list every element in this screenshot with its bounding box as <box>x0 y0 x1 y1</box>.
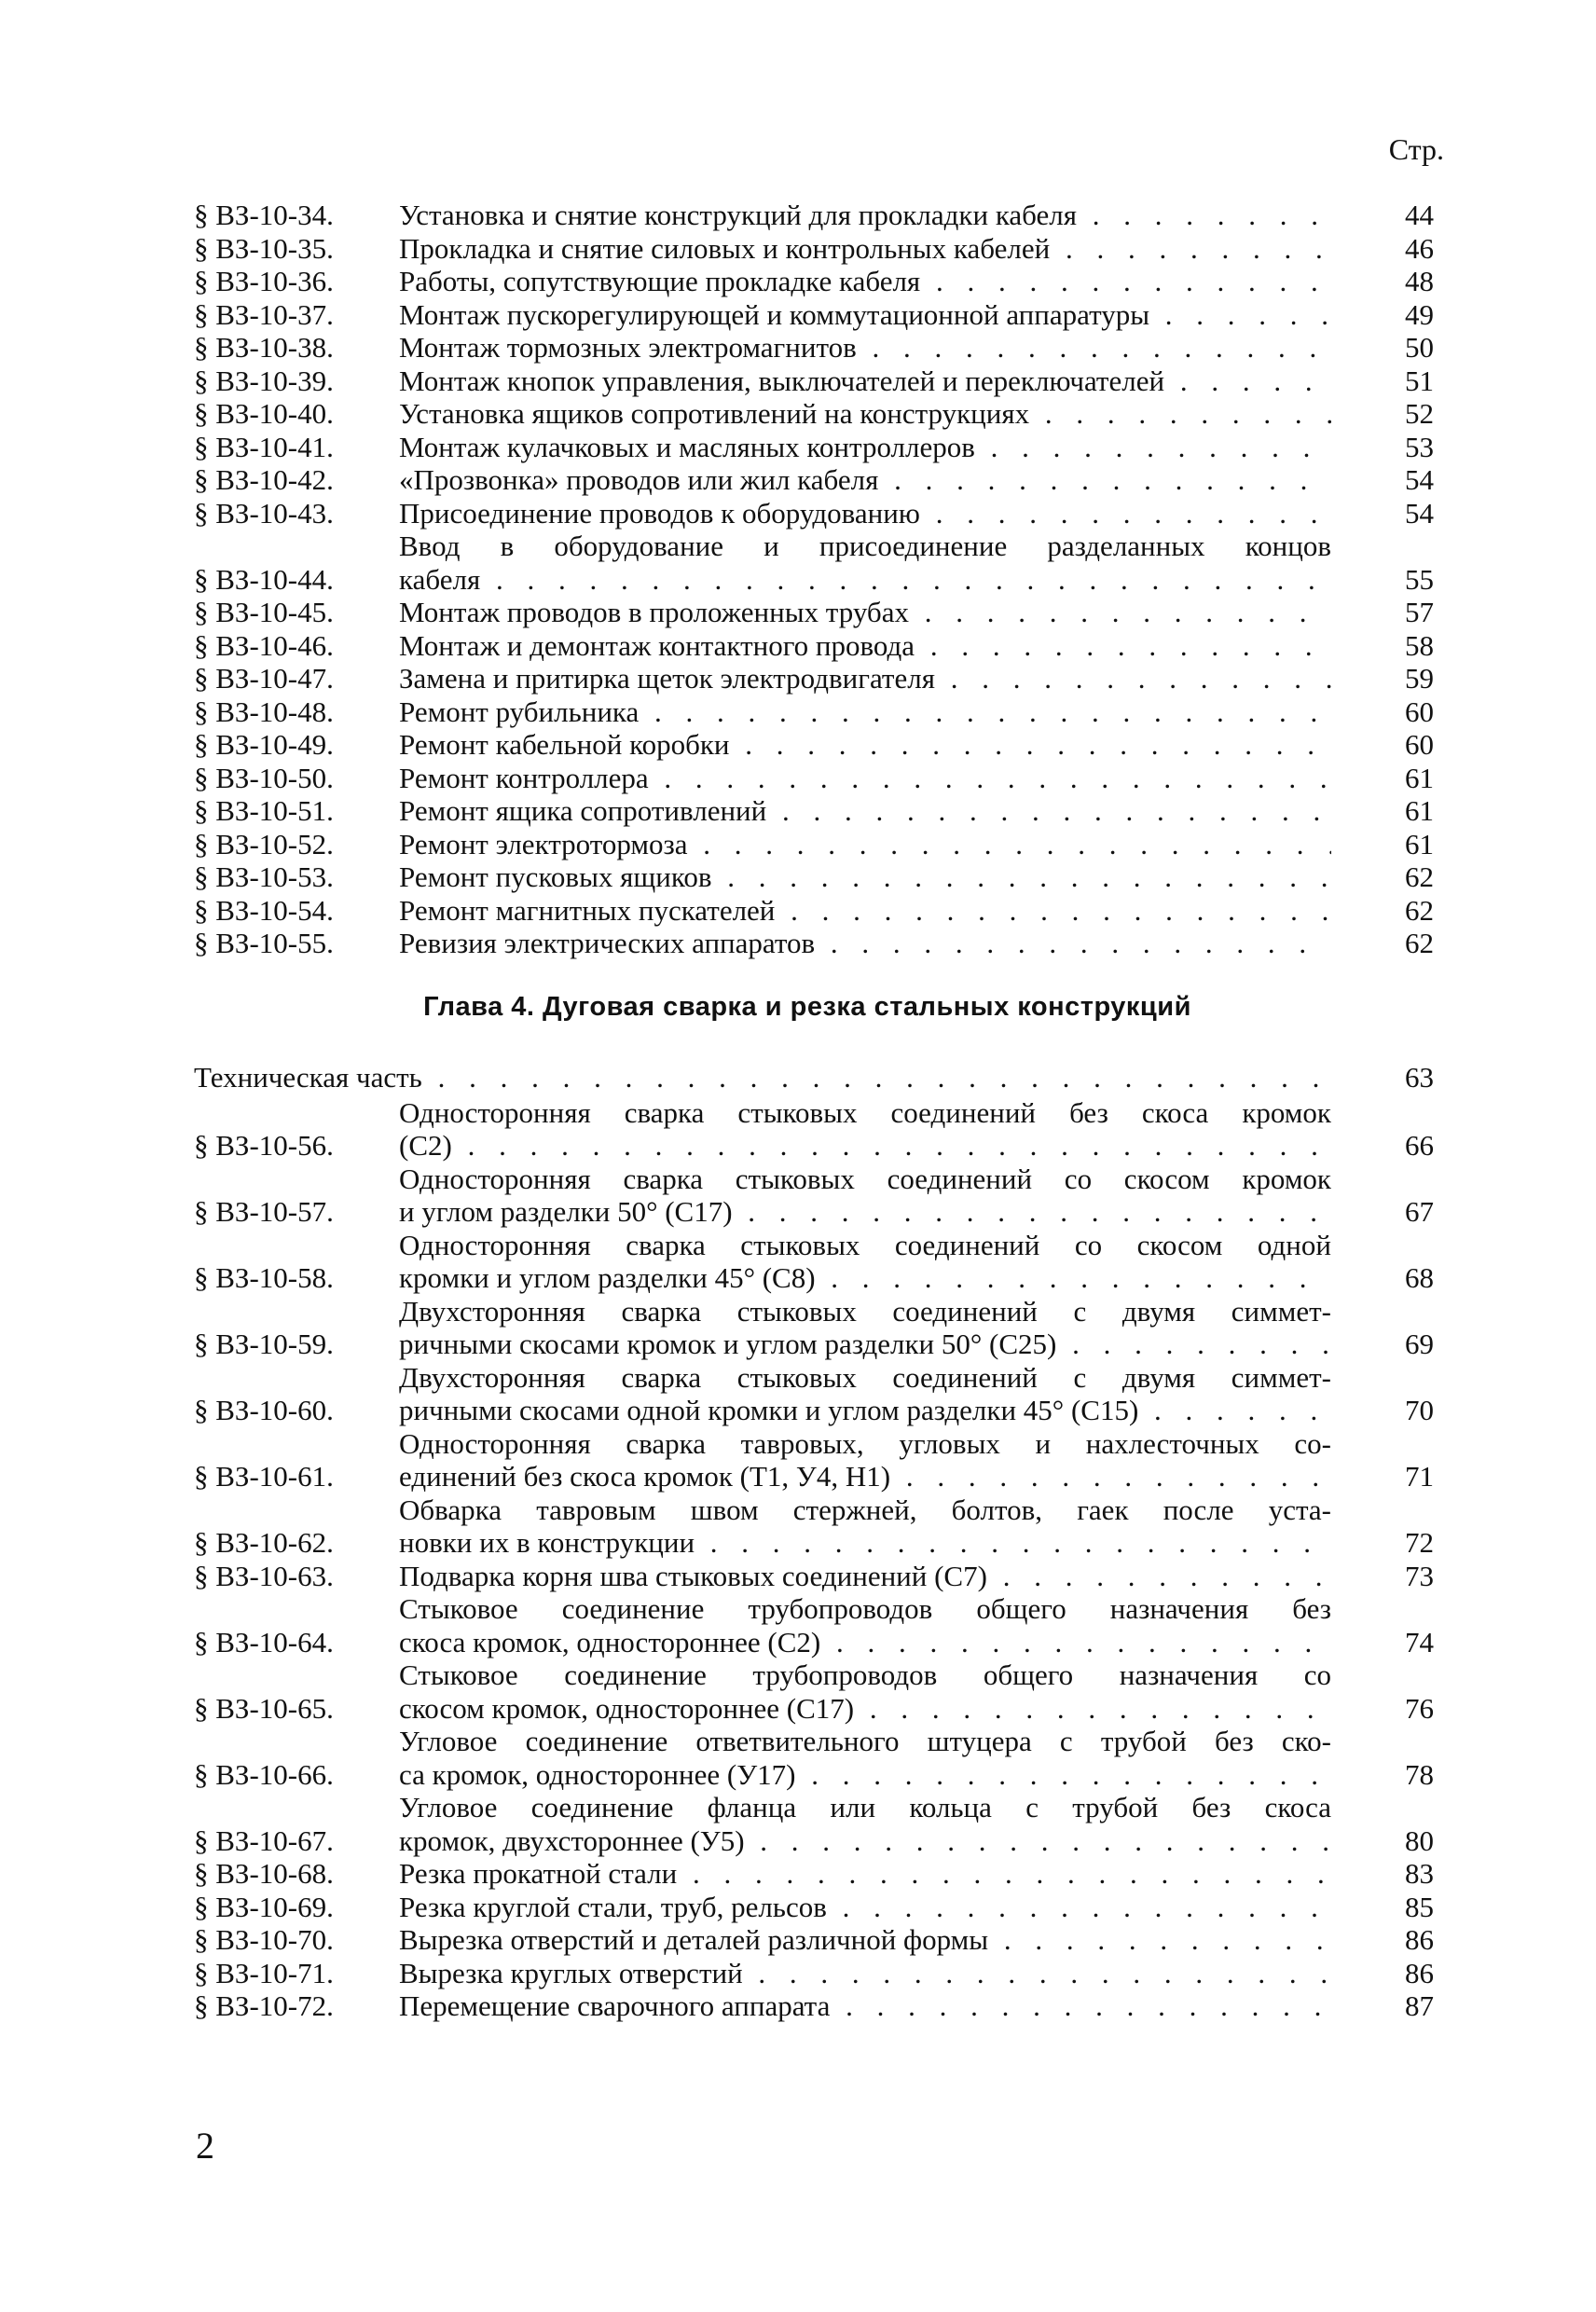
toc-entry-title <box>399 629 1331 663</box>
toc-entry-code: § ВЗ-10-64. <box>194 1625 334 1658</box>
toc-entry <box>194 629 1434 663</box>
toc-entry-title-line: Прокладка и снятие силовых и контрольных кабелей . . . <box>399 232 1331 266</box>
toc-entry-title-line: Резка прокатной стали . . . <box>399 1857 1331 1891</box>
toc-entry-title-line: Работы, сопутствующие прокладке кабеля . . . <box>399 265 1331 298</box>
toc-entry-code: § ВЗ-10-72. <box>194 1989 334 2022</box>
toc-entry <box>194 894 1434 928</box>
toc-entry-title-line: Ввод в оборудование и присоединение разделанных концов <box>399 530 1331 562</box>
toc-entry-code: § ВЗ-10-35. <box>194 231 334 265</box>
toc-entry-code: § ВЗ-10-53. <box>194 860 334 893</box>
toc-entry-title <box>399 695 1331 729</box>
toc-entry-page: 51 <box>1405 364 1434 397</box>
toc-entry-title-line: (С2) . . . <box>399 1129 1331 1163</box>
toc-entry-title: Техническая часть . . . <box>194 1061 1331 1094</box>
toc-entry-title-line: Замена и притирка щеток электродвигателя . . . <box>399 662 1331 695</box>
toc-entry-page: 44 <box>1405 199 1434 231</box>
toc-entry-page: 87 <box>1405 1989 1434 2022</box>
toc-entry-page: 86 <box>1405 1923 1434 1956</box>
toc-entry-title-line: «Прозвонка» проводов или жил кабеля . . . <box>399 463 1331 497</box>
toc-entry-page: 60 <box>1405 695 1434 728</box>
toc-entry-page: 71 <box>1405 1460 1434 1493</box>
toc-entry-page: 62 <box>1405 860 1434 893</box>
toc-entry-title-line: ричными скосами одной кромки и углом разделки 45° (С15) . . . <box>399 1394 1331 1427</box>
toc-entry-title <box>399 1857 1331 1891</box>
toc-entry-title-line: Ремонт рубильника . . . <box>399 695 1331 729</box>
toc-entry-code: § ВЗ-10-37. <box>194 297 334 331</box>
page-column-label: Стр. <box>1388 132 1444 166</box>
toc-entry-code: § ВЗ-10-57. <box>194 1195 334 1228</box>
toc-entry-title-line: Установка и снятие конструкций для прокладки кабеля . . . <box>399 199 1331 232</box>
toc-entry-title-line: Двухсторонняя сварка стыковых соединений с двумя симмет- <box>399 1294 1331 1328</box>
toc-entry <box>194 695 1434 729</box>
toc-entry-title <box>399 1891 1331 1924</box>
toc-entry-page: 62 <box>1405 927 1434 959</box>
toc-entry-title-line: Угловое соединение ответвительного штуцера с трубой без ско- <box>399 1725 1331 1757</box>
toc-entry-title-line: кабеля . . . <box>399 563 1331 597</box>
toc-entry-page: 70 <box>1405 1394 1434 1426</box>
toc-entry-code: § ВЗ-10-66. <box>194 1757 334 1791</box>
toc-entry-page: 72 <box>1405 1526 1434 1559</box>
toc-entry-title <box>399 232 1331 266</box>
toc-entry-code: § ВЗ-10-34. <box>194 199 334 231</box>
toc-entry-page: 54 <box>1405 496 1434 530</box>
toc-entry-page: 67 <box>1405 1195 1434 1228</box>
toc-entry-title-line: скосом кромок, одностороннее (С17) . . . <box>399 1692 1331 1726</box>
toc-entry-title <box>399 265 1331 298</box>
toc-entry <box>194 1163 1434 1229</box>
toc-entry-page: 49 <box>1405 297 1434 331</box>
toc-entry-code: § ВЗ-10-65. <box>194 1691 334 1725</box>
toc-entry-title <box>399 860 1331 894</box>
toc-entry-code: § ВЗ-10-49. <box>194 728 334 761</box>
toc-entry-code: § ВЗ-10-68. <box>194 1857 334 1890</box>
toc-entry <box>194 431 1434 464</box>
toc-entry <box>194 463 1434 497</box>
toc-entry-title <box>399 1229 1331 1295</box>
toc-entry-title <box>399 530 1331 596</box>
toc-entry-title <box>399 1096 1331 1163</box>
toc-entry-page: 61 <box>1405 827 1434 860</box>
toc-entry <box>194 1493 1434 1560</box>
toc-entry-title-line: ричными скосами кромок и углом разделки 50° (С25) . . . <box>399 1328 1331 1361</box>
toc-entry <box>194 1989 1434 2023</box>
toc-entry-code: § ВЗ-10-71. <box>194 1956 334 1989</box>
toc-entry-title-line: Ремонт пусковых ящиков . . . <box>399 860 1331 894</box>
toc-entry-title <box>399 1295 1331 1361</box>
toc-entry-code: § ВЗ-10-62. <box>194 1526 334 1559</box>
toc-section-chapter-4 <box>194 1061 1434 2023</box>
toc-entry-code: § ВЗ-10-67. <box>194 1823 334 1857</box>
toc-entry-title-line: Обварка тавровым швом стержней, болтов, гаек после уста- <box>399 1493 1331 1526</box>
toc-entry <box>194 530 1434 596</box>
toc-entry-title-line: Перемещение сварочного аппарата . . . <box>399 1989 1331 2023</box>
toc-entry-title-line: Угловое соединение фланца или кольца с трубой без скоса <box>399 1791 1331 1823</box>
toc-entry-title-line: Двухсторонняя сварка стыковых соединений с двумя симмет- <box>399 1360 1331 1394</box>
toc-entry-title-line: Монтаж тормозных электромагнитов . . . <box>399 331 1331 365</box>
toc-entry-title <box>399 794 1331 828</box>
toc-entry-page: 55 <box>1405 562 1434 596</box>
toc-entry <box>194 1791 1434 1857</box>
toc-entry <box>194 1427 1434 1493</box>
toc-entry-title-line: Подварка корня шва стыковых соединений (С7) . . . <box>399 1560 1331 1593</box>
toc-entry-code: § ВЗ-10-69. <box>194 1890 334 1923</box>
toc-entry-code: § ВЗ-10-63. <box>194 1559 334 1592</box>
toc-entry-title <box>399 497 1331 530</box>
toc-entry-title-line: Стыковое соединение трубопроводов общего назначения со <box>399 1658 1331 1691</box>
toc-entry-code: § ВЗ-10-48. <box>194 695 334 728</box>
toc-entry-title <box>399 662 1331 695</box>
toc-entry-title-line: Установка ящиков сопротивлений на конструкциях . . . <box>399 397 1331 431</box>
toc-entry-code: § ВЗ-10-52. <box>194 827 334 860</box>
toc-entry-code: § ВЗ-10-59. <box>194 1328 334 1360</box>
toc-entry-title <box>399 365 1331 398</box>
toc-entry <box>194 927 1434 960</box>
toc-entry <box>194 728 1434 762</box>
toc-entry-title <box>399 1560 1331 1593</box>
toc-entry-title <box>399 1163 1331 1229</box>
toc-entry-page: 48 <box>1405 265 1434 297</box>
toc-entry <box>194 1957 1434 1990</box>
toc-entry-title-line: Монтаж и демонтаж контактного провода . . . <box>399 629 1331 663</box>
toc-entry-page: 69 <box>1405 1328 1434 1360</box>
toc-entry-code: § ВЗ-10-51. <box>194 794 334 827</box>
toc-entry <box>194 1295 1434 1361</box>
toc-entry-title-line: и углом разделки 50° (С17) . . . <box>399 1195 1331 1229</box>
toc-entry-title <box>399 1592 1331 1658</box>
toc-entry-page: 63 <box>1405 1061 1434 1094</box>
toc-entry-page: 78 <box>1405 1757 1434 1791</box>
toc-entry-title <box>399 1989 1331 2023</box>
toc-entry-code: § ВЗ-10-38. <box>194 331 334 364</box>
toc-entry-page: 83 <box>1405 1857 1434 1890</box>
toc-entry-code: § ВЗ-10-36. <box>194 265 334 297</box>
toc-entry <box>194 265 1434 298</box>
toc-entry <box>194 1891 1434 1924</box>
toc-entry-page: 61 <box>1405 794 1434 827</box>
toc-entry <box>194 397 1434 431</box>
toc-entry <box>194 596 1434 629</box>
toc-entry <box>194 860 1434 894</box>
toc-entry-title-line: Односторонняя сварка стыковых соединений со скосом одной <box>399 1228 1331 1261</box>
toc-entry-code: § ВЗ-10-60. <box>194 1394 334 1426</box>
toc-entry-title <box>399 1791 1331 1857</box>
toc-entry-page: 59 <box>1405 662 1434 695</box>
toc-entry <box>194 1229 1434 1295</box>
toc-entry-title <box>399 298 1331 332</box>
toc-entry-technical-part <box>194 1061 1434 1094</box>
toc-entry-title-line: Присоединение проводов к оборудованию . . . <box>399 497 1331 530</box>
toc-entry-page: 46 <box>1405 231 1434 265</box>
toc-entry-title-line: Резка круглой стали, труб, рельсов . . . <box>399 1891 1331 1924</box>
toc-entry-page: 85 <box>1405 1890 1434 1923</box>
toc-entry-title <box>399 1923 1331 1957</box>
toc-entry <box>194 497 1434 530</box>
toc-entry-title <box>399 1493 1331 1560</box>
toc-entry-code: § ВЗ-10-61. <box>194 1460 334 1493</box>
toc-entry-code: § ВЗ-10-42. <box>194 463 334 496</box>
toc-entry-page: 86 <box>1405 1956 1434 1989</box>
toc-entry-title <box>399 828 1331 861</box>
toc-entry-page: 61 <box>1405 761 1434 794</box>
toc-entry-title <box>399 762 1331 795</box>
toc-entry-title-line: Монтаж кулачковых и масляных контроллеров . . . <box>399 431 1331 464</box>
toc-entry <box>194 199 1434 232</box>
toc-entry-title <box>399 199 1331 232</box>
toc-entry <box>194 1592 1434 1658</box>
toc-entry-title-line: Односторонняя сварка стыковых соединений со скосом кромок <box>399 1162 1331 1195</box>
toc-entry <box>194 1658 1434 1725</box>
toc-entry-title <box>399 728 1331 762</box>
toc-entry <box>194 232 1434 266</box>
toc-entry <box>194 1923 1434 1957</box>
toc-entry <box>194 1725 1434 1791</box>
toc-entry-code: § ВЗ-10-55. <box>194 927 334 959</box>
toc-entry-title-line: кромок, двухстороннее (У5) . . . <box>399 1824 1331 1858</box>
toc-entry-title-line: единений без скоса кромок (Т1, У4, Н1) . . . <box>399 1460 1331 1493</box>
toc-entry <box>194 298 1434 332</box>
toc-entry-title <box>399 927 1331 960</box>
toc-entry-title <box>399 397 1331 431</box>
toc-entry-title-line: Вырезка круглых отверстий . . . <box>399 1957 1331 1990</box>
page-number: 2 <box>196 2125 214 2167</box>
toc-entry-title-line: са кромок, одностороннее (У17) . . . <box>399 1758 1331 1792</box>
toc-entry-title <box>399 431 1331 464</box>
toc-entry-page: 80 <box>1405 1823 1434 1857</box>
toc-entry-page: 68 <box>1405 1261 1434 1294</box>
toc-entry-title <box>399 1957 1331 1990</box>
toc-entry-code: § ВЗ-10-58. <box>194 1261 334 1294</box>
toc-entry-page: 74 <box>1405 1625 1434 1658</box>
toc-entry-title-line: Односторонняя сварка стыковых соединений без скоса кромок <box>399 1095 1331 1129</box>
toc-entry-title-line: Ремонт электротормоза . . . <box>399 828 1331 861</box>
chapter-heading: Глава 4. Дуговая сварка и резка стальных конструкций <box>423 992 1191 1022</box>
toc-entry-code: § ВЗ-10-47. <box>194 662 334 695</box>
toc-entry-title-line: Вырезка отверстий и деталей различной формы . . . <box>399 1923 1331 1957</box>
toc-entry-code: § ВЗ-10-70. <box>194 1923 334 1956</box>
toc-entry-page: 62 <box>1405 893 1434 927</box>
toc-entry-title-line: Односторонняя сварка тавровых, угловых и нахлесточных со- <box>399 1426 1331 1460</box>
toc-entry-title-line: скоса кромок, одностороннее (С2) . . . <box>399 1626 1331 1659</box>
toc-entry-title <box>399 1658 1331 1725</box>
toc-entry-page: 50 <box>1405 331 1434 364</box>
toc-entry-title <box>399 1427 1331 1493</box>
toc-entry-title-line: Стыковое соединение трубопроводов общего назначения без <box>399 1592 1331 1625</box>
toc-entry-page: 52 <box>1405 397 1434 430</box>
toc-entry-page: 57 <box>1405 596 1434 628</box>
toc-entry-title-line: кромки и углом разделки 45° (С8) . . . <box>399 1261 1331 1295</box>
toc-entry-title-line: Ремонт магнитных пускателей . . . <box>399 894 1331 928</box>
toc-entry-title <box>399 1361 1331 1427</box>
toc-entry-title-line: Монтаж кнопок управления, выключателей и переключателей . . . <box>399 365 1331 398</box>
toc-entry-code: § ВЗ-10-40. <box>194 397 334 430</box>
toc-entry <box>194 828 1434 861</box>
toc-entry <box>194 762 1434 795</box>
toc-section-chapter-3 <box>194 199 1434 960</box>
toc-entry-code: § ВЗ-10-46. <box>194 628 334 662</box>
toc-entry <box>194 1096 1434 1163</box>
toc-entry-title-line: Ремонт кабельной коробки . . . <box>399 728 1331 762</box>
toc-entry-code: § ВЗ-10-39. <box>194 364 334 397</box>
toc-entry <box>194 662 1434 695</box>
toc-entry-title <box>399 894 1331 928</box>
toc-entry-title-line: Ремонт ящика сопротивлений . . . <box>399 794 1331 828</box>
toc-entry-page: 76 <box>1405 1691 1434 1725</box>
toc-entry-page: 53 <box>1405 430 1434 463</box>
toc-entry-page: 66 <box>1405 1129 1434 1162</box>
toc-entry-page: 73 <box>1405 1559 1434 1592</box>
toc-entry-page: 60 <box>1405 728 1434 761</box>
toc-entry <box>194 1560 1434 1593</box>
toc-entry-page: 54 <box>1405 463 1434 496</box>
toc-entry-title-line: Ревизия электрических аппаратов . . . <box>399 927 1331 960</box>
toc-entry <box>194 1857 1434 1891</box>
toc-entry-title <box>399 596 1331 629</box>
toc-entry-code: § ВЗ-10-43. <box>194 496 334 530</box>
toc-entry-page: 58 <box>1405 628 1434 662</box>
toc-entry-title-line: Монтаж пускорегулирующей и коммутационной аппаратуры . . . <box>399 298 1331 332</box>
toc-entry-code: § ВЗ-10-56. <box>194 1129 334 1162</box>
toc-entry-code: § ВЗ-10-41. <box>194 430 334 463</box>
toc-entry-code: § ВЗ-10-45. <box>194 596 334 628</box>
toc-entry-title-line: Ремонт контроллера . . . <box>399 762 1331 795</box>
toc-entry-code: § ВЗ-10-54. <box>194 893 334 927</box>
toc-entry <box>194 331 1434 365</box>
toc-entry-title <box>399 1725 1331 1791</box>
toc-entry <box>194 794 1434 828</box>
toc-entry-title-line: новки их в конструкции . . . <box>399 1526 1331 1560</box>
toc-entry <box>194 1361 1434 1427</box>
toc-entry-code: § ВЗ-10-44. <box>194 562 334 596</box>
toc-entry-title <box>399 331 1331 365</box>
toc-entry-title <box>399 463 1331 497</box>
toc-entry <box>194 365 1434 398</box>
toc-entry-code: § ВЗ-10-50. <box>194 761 334 794</box>
toc-entry-title-line: Монтаж проводов в проложенных трубах . . . <box>399 596 1331 629</box>
